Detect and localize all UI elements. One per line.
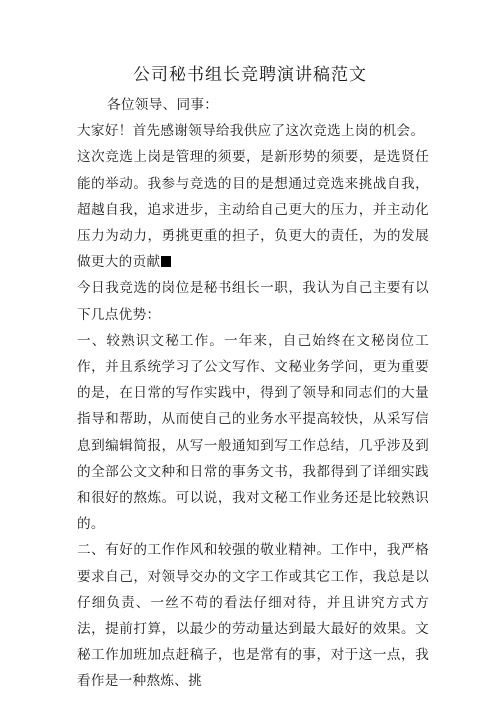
document-body (77, 92, 429, 695)
paragraph-position: 今日我竞选的岗位是秘书组长一职，我认为自己主要有以下几点优势： (77, 280, 429, 323)
paragraph-advantage-2: 二、有好的工作作风和较强的敬业精神。工作中，我严格要求自己，对领导交办的文字工作或其它工作，我总是以仔细负责、一丝不苟的看法仔细对待，并且讲究方式方法，提前打算，以最少的劳动量达到最大最好的效果。文秘工作加班加点赶稿子，也是常有的事，对于这一点，我看作是一种熬炼、挑 (77, 542, 429, 690)
paragraph-purpose-text: 这次竞选上岗是管理的须要，是新形势的须要，是选贤任能的举动。我参与竞选的目的是想通过竞选来挑战自我，超越自我，追求进步，主动给自己更大的压力，并主动化压力为动力，勇挑更重的担子，负更大的责任，为的发展做更大的贡献 (77, 149, 429, 271)
document-title: 公司秘书组长竞聘演讲稿范文 (133, 65, 367, 85)
black-square-mark (161, 256, 171, 267)
paragraph-advantage-1: 一、较熟识文秘工作。一年来，自己始终在文秘岗位工作，并且系统学习了公文写作、文秘业务学问，更为重要的是，在日常的写作实践中，得到了领导和同志们的大量指导和帮助，从而使自己的业务水平提高较快，从采写信息到编辑简报，从写一般通知到写工作总结，几乎涉及到的全部公文文种和日常的事务文书，我都得到了详细实践和很好的熬炼。可以说，我对文秘工作业务还是比较熟识的。 (77, 332, 429, 533)
salutation: 各位领导、同事： (107, 97, 219, 113)
paragraph-greeting: 大家好！首先感谢领导给我供应了这次竞选上岗的机会。 (77, 123, 425, 140)
paragraph-purpose (77, 144, 429, 275)
